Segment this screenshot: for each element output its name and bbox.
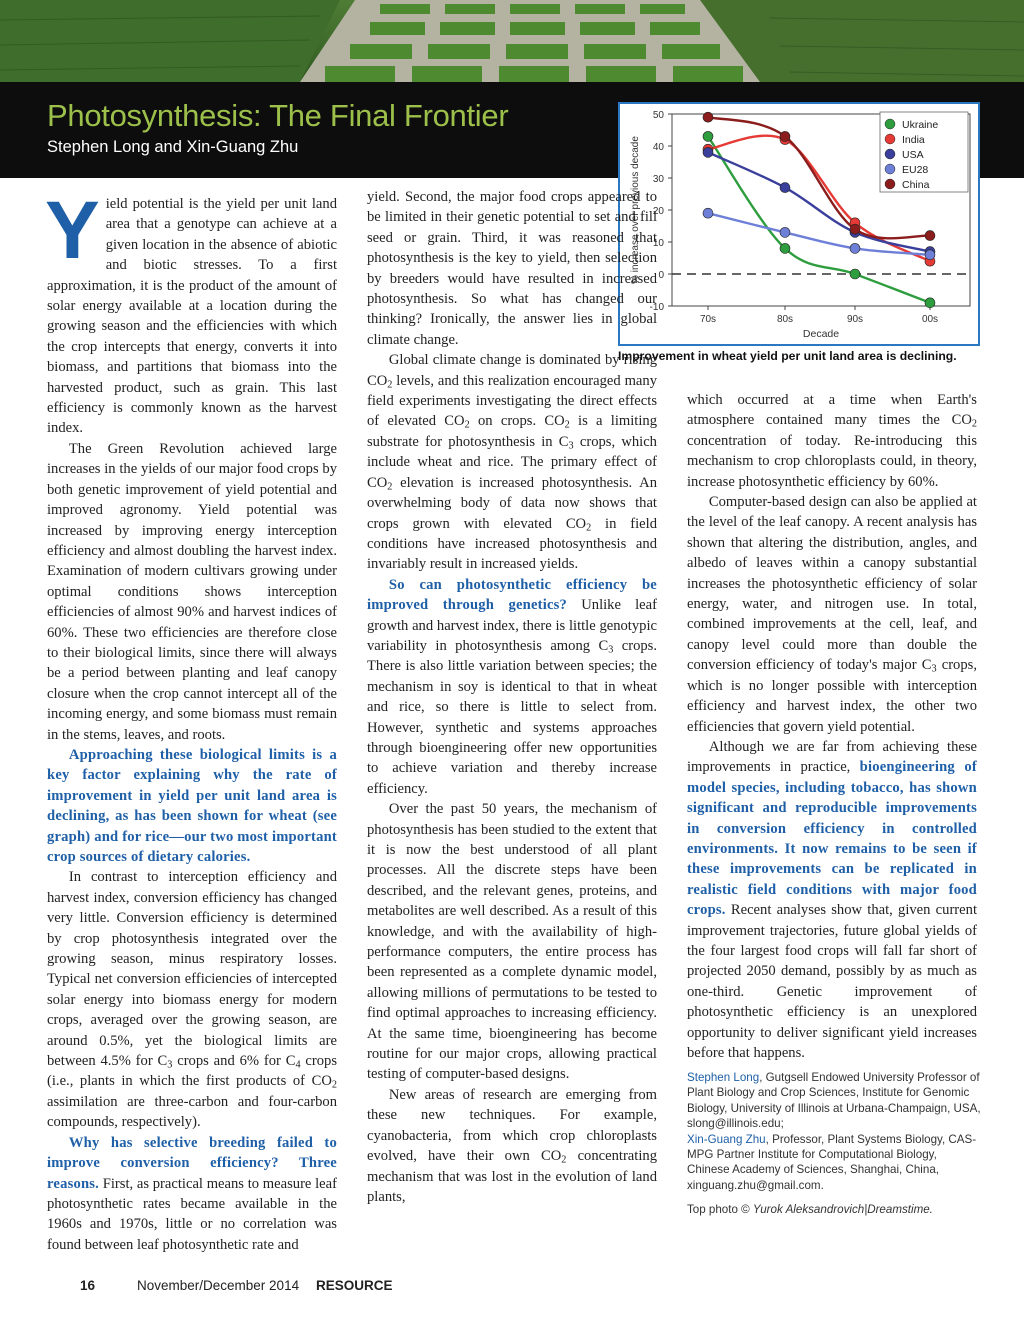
issue-date: November/December 2014 bbox=[137, 1278, 300, 1293]
paragraph: which occurred at a time when Earth's atmosphere contained many times the $CO_2$ concentration of today. Re-introducing this mechanism to crop chloroplasts could, in theory, increase photosynthetic efficiency by 60%. bbox=[687, 392, 977, 490]
chart-svg bbox=[620, 104, 978, 344]
x-tick-label: 90s bbox=[846, 314, 864, 325]
y-tick-label: 50 bbox=[652, 110, 664, 121]
data-point-ukraine bbox=[925, 298, 935, 308]
x-tick-label: 80s bbox=[776, 314, 794, 325]
paragraph: New areas of research are emerging from these new techniques. For example, cyanobacteria, from which crop chloroplasts evolved, have their own $CO_2$ concentrating mechanism that was lost in the evolution of land plants, bbox=[367, 1086, 657, 1205]
photo-credit: Top photo © Yurok Aleksandrovich|Dreamstime. bbox=[687, 1203, 933, 1216]
y-tick-label: 10 bbox=[652, 238, 664, 249]
data-point-ukraine bbox=[780, 243, 790, 253]
x-axis-label: Decade bbox=[802, 328, 840, 340]
x-tick-label: 70s bbox=[699, 314, 717, 325]
paragraph: Global climate change is dominated by rising $CO_2$ levels, and this realization encouraged many field experiments investigating the direct effects of elevated $CO_2$ on crops. $CO_2$ is a limiting substrate for photosynthesis in $C_3$ crops, which include wheat and rice. The primary effect of $CO_2$ elevation is increased photosynthesis. An overwhelming body of data now shows that crops grown with elevated $CO_2$ in field conditions have increased photosynthesis and invariably result in increased yields. bbox=[367, 352, 658, 573]
legend-label: USA bbox=[902, 149, 924, 161]
field-plots-image bbox=[0, 0, 1024, 82]
legend-label: China bbox=[902, 179, 930, 191]
paragraph: Although we are far from achieving these improvements in practice, bioengineering of model species, including tobacco, has shown significant and reproducible improvements in conversion efficiency in controlled environments. It now remains to be seen if these improvements can be replicated in realistic field conditions with major food crops. Recent analyses show that, given current improvement trajectories, future global yields of the four largest food crops will fall far short of projected 2050 demand, possibly by as much as one-third. Genetic improvement of photosynthetic efficiency is an unexplored opportunity to deliver significant yield increases before that happens. bbox=[687, 738, 977, 1061]
legend-marker bbox=[885, 134, 895, 144]
data-point-eu28 bbox=[850, 243, 860, 253]
paragraph: yield. Second, the major food crops appeared to be limited in their genetic potential to set and fill seed or grain. Third, it was reasoned that photosynthesis is the key to yield, then selection by breeders would have resulted in increased photosynthesis. So what has changed our thinking? Ironically, the answer lies in global climate change. bbox=[367, 189, 657, 348]
y-tick-label: 30 bbox=[652, 174, 664, 185]
wheat-yield-chart bbox=[618, 102, 980, 346]
legend-marker bbox=[885, 119, 895, 129]
paragraph: In contrast to interception efficiency and harvest index, conversion efficiency has changed very little. Conversion efficiency is determined by crop photosynthesis integrated over the growing season, minus respiratory losses. Typical net conversion efficiencies of intercepted solar energy into biomass energy for modern crops, averaged over the growing season, are around 0.5%, yet the biological limits are between 4.5% for $C_3$ crops and 6% for $C_4$ crops (i.e., plants in which the first products of $CO_2$ assimilation are three-carbon and four-carbon compounds, respectively). bbox=[47, 869, 338, 1131]
data-point-china bbox=[703, 112, 713, 122]
data-point-china bbox=[925, 231, 935, 241]
paragraph: Why has selective breeding failed to improve conversion efficiency? Three reasons. First, as practical means to measure leaf photosynthetic rates became available in the 1960s and 1970s, little or no correlation was found between leaf photosynthetic rate and bbox=[47, 1134, 337, 1253]
data-point-china bbox=[780, 131, 790, 141]
author-bios: Stephen Long, Gutgsell Endowed University Professor of Plant Biology and Crop Sciences, Institute for Genomic Biology, University of Illinois at Urbana-Champaign, USA, slong@illinois.edu; Xin-Guang Zhu, Professor, Plant Systems Biology, CAS-MPG Partner Institute for Computational Biology, Chinese Academy of Sciences, Shanghai, China, xinguang.zhu@gmail.com. bbox=[687, 1071, 981, 1192]
data-point-eu28 bbox=[780, 227, 790, 237]
column-3 bbox=[687, 390, 977, 1063]
y-tick-label: -10 bbox=[649, 302, 664, 313]
page-number: 16 bbox=[80, 1278, 96, 1293]
data-point-ukraine bbox=[703, 131, 713, 141]
legend-marker bbox=[885, 149, 895, 159]
magazine-name: RESOURCE bbox=[316, 1278, 393, 1293]
paragraph: So can photosynthetic efficiency be improved through genetics? Unlike leaf growth and harvest index, there is little genotypic variability in photosynthesis among $C_3$ crops. There is also little variation between species; the mechanism in soy is identical to that in wheat and rice, so there is little to select from. However, synthetic and systems approaches through bioengineering offer new opportunities to achieve variation and thereby increase efficiency. bbox=[367, 576, 657, 797]
legend-label: Ukraine bbox=[902, 119, 939, 131]
legend-marker bbox=[885, 179, 895, 189]
series-line-eu28 bbox=[708, 213, 930, 255]
x-tick-label: 00s bbox=[921, 314, 939, 325]
article-authors: Stephen Long and Xin-Guang Zhu bbox=[47, 138, 299, 156]
drop-cap: Y bbox=[45, 185, 100, 276]
highlight-paragraph: Approaching these biological limits is a key factor explaining why the rate of improvement in yield per unit land area is declining, as has been shown for wheat (see graph) and for rice—our two most important crop sources of dietary calories. bbox=[47, 746, 337, 865]
paragraph: Over the past 50 years, the mechanism of photosynthesis has been studied to the extent that it is now the best understood of all plant processes. All the discrete steps have been described, and the relevant genes, proteins, and metabolites are well described. As a result of this knowledge, and with the availability of high-performance computers, the entire process has been represented as a complete dynamic model, allowing millions of permutations to be tested to find optimal approaches to increasing efficiency. At the same time, bioengineering has become routine for our major crops, allowing practical testing of computer-based designs. bbox=[367, 801, 657, 1083]
column-2 bbox=[367, 187, 657, 1207]
y-axis-label: % increase over previous decade bbox=[630, 136, 641, 284]
author2-name: Xin-Guang Zhu bbox=[687, 1132, 766, 1146]
chart-caption: Improvement in wheat yield per unit land area is declining. bbox=[618, 349, 957, 363]
intro-paragraph: Yield potential is the yield per unit land area that a genotype can achieve at a given location in the absence of abiotic and biotic stresses. To a first approximation, it is the product of the amount of solar energy available at a location during the growing season and the efficiencies with which the crop intercepts that energy, converts it into biomass, and partitions that biomass into the harvested product, such as grain. This last efficiency is commonly known as the harvest index. bbox=[45, 185, 337, 437]
y-tick-label: 0 bbox=[658, 270, 664, 281]
y-tick-label: 20 bbox=[652, 206, 664, 217]
data-point-usa bbox=[780, 183, 790, 193]
data-point-ukraine bbox=[850, 269, 860, 279]
author1-name: Stephen Long bbox=[687, 1071, 760, 1084]
legend-label: EU28 bbox=[902, 164, 929, 176]
paragraph: Computer-based design can also be applied at the level of the leaf canopy. A recent analysis has shown that altering the distribution, angles, and albedo of leaves within a canopy substantial increases the photosynthetic efficiency of solar energy, water, and nitrogen use. In total, combined improvements at the cell, leaf, and canopy level could more than double the conversion efficiency of today's major $C_3$ crops, which is no longer possible with interception efficiency and harvest index, the other two efficiencies that govern yield potential. bbox=[687, 494, 977, 735]
header-photo bbox=[0, 0, 1024, 82]
column-1 bbox=[45, 185, 338, 1255]
legend-marker bbox=[885, 164, 895, 174]
legend-label: India bbox=[902, 134, 925, 146]
data-point-eu28 bbox=[703, 208, 713, 218]
article-title: Photosynthesis: The Final Frontier bbox=[47, 98, 509, 133]
data-point-usa bbox=[703, 147, 713, 157]
y-tick-label: 40 bbox=[652, 142, 664, 153]
data-point-eu28 bbox=[925, 250, 935, 260]
paragraph: The Green Revolution achieved large increases in the yields of our major food crops by both genetic improvement of yield potential and improved agronomy. Yield potential was increased by improving energy interception efficiency and almost doubling the harvest index. Examination of modern cultivars growing under optimal conditions shows interception efficiencies of almost 90% and harvest indices of 60%. These two efficiencies are therefore close to their biological limits, since there will always be a period between planting and leaf canopy closure when the crop cannot intercept all of the incoming energy, and some biomass must remain in the stems, leaves, and roots. bbox=[47, 440, 337, 743]
data-point-china bbox=[850, 224, 860, 234]
